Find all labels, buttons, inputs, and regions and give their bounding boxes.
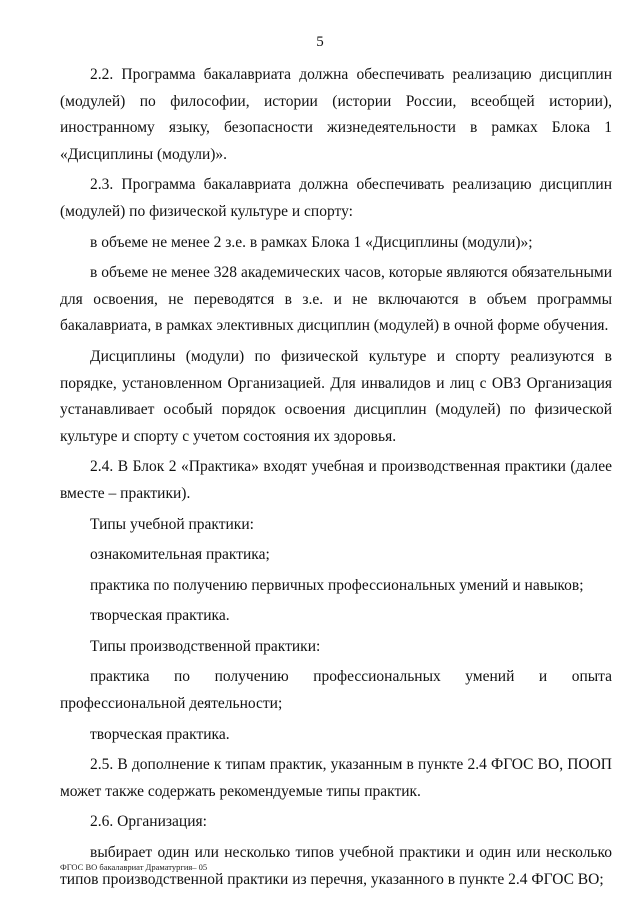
list-item-primary-skills-practice: практика по получению первичных профессиональных умений и навыков; — [90, 576, 584, 594]
paragraph-2-6: 2.6. Организация: — [90, 813, 207, 831]
paragraph-pe-hours: в объеме не менее 328 академических часов, которые являются обязательными для освоения, не переводятся в з.е. и не включаются в объем программы бакалавриата, в рамках элективных дисциплин (модулей) в очной форме обучения. — [60, 264, 612, 335]
paragraph-pe-order: Дисциплины (модули) по физической культуре и спорту реализуются в порядке, установленном Организацией. Для инвалидов и лиц с ОВЗ Организация устанавливает особый порядок освоения дисциплин (модулей) по физической культуре и спорту с учетом состояния их здоровья. — [60, 347, 612, 445]
document-body — [60, 62, 612, 897]
paragraph-edu-practice-types: Типы учебной практики: — [90, 515, 254, 533]
page-footer: ФГОС ВО бакалавриат Драматургия– 05 — [60, 862, 208, 872]
paragraph-prod-practice-types: Типы производственной практики: — [90, 637, 321, 655]
page-number: 5 — [316, 34, 324, 50]
paragraph-2-2: 2.2. Программа бакалавриата должна обеспечивать реализацию дисциплин (модулей) по философии, истории (истории России, всеобщей истории), иностранному языку, безопасности жизнедеятельности в рамках Блока 1 «Дисциплины (модули)». — [60, 66, 612, 163]
list-item-creative-practice: творческая практика. — [90, 607, 230, 625]
paragraph-2-5: 2.5. В дополнение к типам практик, указанным в пункте 2.4 ФГОС ВО, ПООП может также содержать рекомендуемые типы практик. — [60, 756, 612, 800]
list-item-intro-practice: ознакомительная практика; — [90, 546, 270, 564]
paragraph-org-selects: выбирает один или несколько типов учебной практики и один или несколько типов производственной практики из перечня, указанного в пункте 2.4 ФГОС ВО; — [60, 844, 612, 888]
list-item-professional-experience-practice: практика по получению профессиональных умений и опыта профессиональной деятельности; — [60, 668, 612, 713]
paragraph-2-4: 2.4. В Блок 2 «Практика» входят учебная и производственная практики (далее вместе – практики). — [60, 458, 612, 502]
paragraph-2-3: 2.3. Программа бакалавриата должна обеспечивать реализацию дисциплин (модулей) по физической культуре и спорту: — [60, 176, 612, 220]
paragraph-pe-credits: в объеме не менее 2 з.е. в рамках Блока 1 «Дисциплины (модули)»; — [90, 233, 533, 251]
list-item-creative-practice-prod: творческая практика. — [90, 725, 230, 743]
